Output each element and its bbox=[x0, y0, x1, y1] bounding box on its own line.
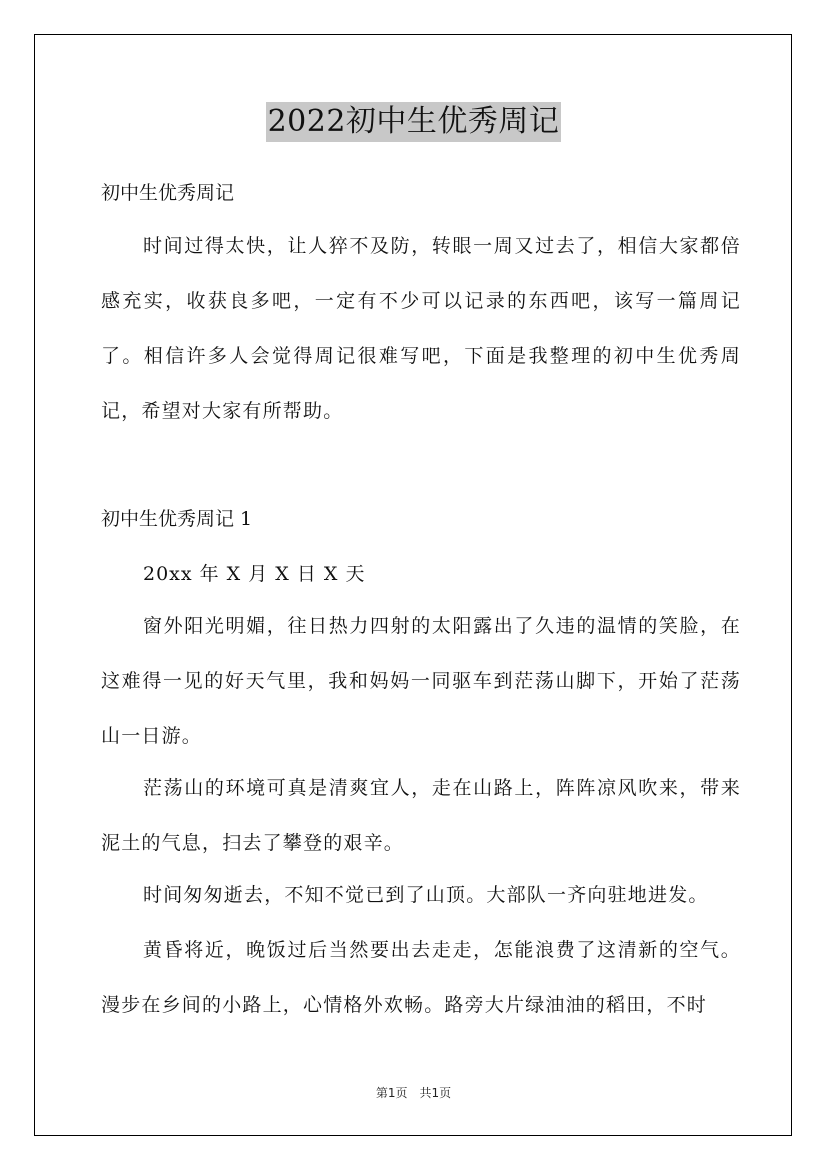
date-line: 20xx 年 X 月 X 日 X 天 bbox=[143, 563, 366, 585]
title-container bbox=[0, 102, 827, 142]
document-subtitle: 初中生优秀周记 bbox=[101, 182, 235, 204]
page-footer: 第1页 共1页 bbox=[375, 1086, 452, 1100]
body-paragraph: 黄昏将近，晚饭过后当然要出去走走，怎能浪费了这清新的空气。漫步在乡间的小路上，心情格外欢畅。路旁大片绿油油的稻田，不时 bbox=[101, 939, 741, 1016]
intro-paragraph: 时间过得太快，让人猝不及防，转眼一周又过去了，相信大家都倍感充实，收获良多吧，一定有不少可以记录的东西吧，该写一篇周记了。相信许多人会觉得周记很难写吧，下面是我整理的初中生优秀周记，希望对大家有所帮助。 bbox=[101, 235, 741, 422]
body-paragraph: 茫荡山的环境可真是清爽宜人，走在山路上，阵阵凉风吹来，带来泥土的气息，扫去了攀登的艰辛。 bbox=[101, 777, 741, 854]
section-heading: 初中生优秀周记 1 bbox=[101, 508, 253, 530]
body-paragraph: 时间匆匆逝去，不知不觉已到了山顶。大部队一齐向驻地进发。 bbox=[143, 884, 709, 906]
body-paragraph: 窗外阳光明媚，往日热力四射的太阳露出了久违的温情的笑脸，在这难得一见的好天气里，我和妈妈一同驱车到茫荡山脚下，开始了茫荡山一日游。 bbox=[101, 615, 741, 747]
document-title: 2022初中生优秀周记 bbox=[266, 102, 562, 142]
